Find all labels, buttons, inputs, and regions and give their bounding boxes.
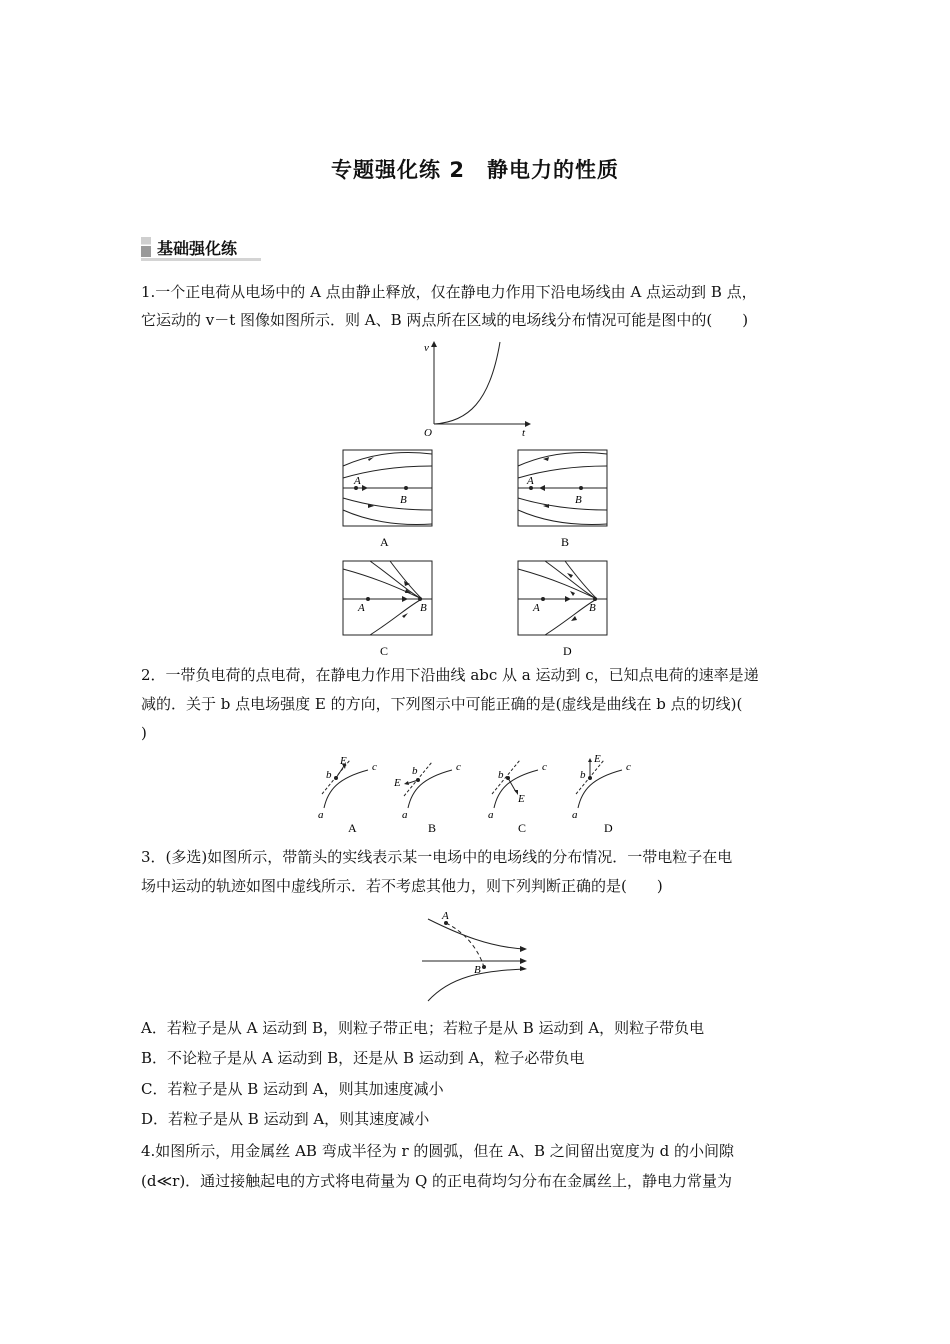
q1-vt-graph <box>418 338 538 440</box>
svg-text:A: A <box>527 475 534 487</box>
q1-option-b-label: B <box>561 535 570 549</box>
q2-figures <box>312 750 652 840</box>
q2-option-d-figure <box>572 753 631 835</box>
q2-option-a-figure <box>318 755 377 835</box>
q2-option-c-label: C <box>518 821 527 835</box>
svg-text:a: a <box>402 809 408 821</box>
svg-text:b: b <box>580 769 586 781</box>
q4-text-line1: 4.如图所示，用金属丝 AB 弯成半径为 r 的圆弧，但在 A、B 之间留出宽度为 d 的小间隙 <box>141 1142 734 1160</box>
svg-text:B: B <box>589 602 596 614</box>
q1-option-a-label: A <box>380 535 389 549</box>
q2-option-b-label: B <box>428 821 437 835</box>
svg-text:E: E <box>518 793 525 805</box>
q1-option-c-figure <box>340 559 436 661</box>
section-underline <box>141 258 261 261</box>
svg-text:b: b <box>498 769 504 781</box>
svg-text:A: A <box>533 602 540 614</box>
svg-text:E: E <box>394 777 401 789</box>
q3-text-line2: 场中运动的轨迹如图中虚线所示．若不考虑其他力，则下列判断正确的是( ) <box>141 877 663 895</box>
q1-option-a-figure <box>340 448 436 550</box>
svg-text:a: a <box>572 809 578 821</box>
q3-choice-b: B．不论粒子是从 A 运动到 B，还是从 B 运动到 A，粒子必带负电 <box>141 1049 585 1067</box>
q1-text-line2: 它运动的 v－t 图像如图所示．则 A、B 两点所在区域的电场线分布情况可能是图中的( ) <box>141 311 749 329</box>
q4-text-line2: (d≪r)．通过接触起电的方式将电荷量为 Q 的正电荷均匀分布在金属丝上，静电力常量为 <box>141 1172 733 1190</box>
page-title: 专题强化练 2 静电力的性质 <box>331 158 619 182</box>
q2-text-line3: ) <box>141 724 147 742</box>
svg-text:B: B <box>474 964 481 976</box>
q3-text-line1: 3．(多选)如图所示，带箭头的实线表示某一电场中的电场线的分布情况．一带电粒子在电 <box>141 848 733 866</box>
q1-option-c-label: C <box>380 644 389 658</box>
svg-text:b: b <box>412 765 418 777</box>
svg-text:c: c <box>456 761 461 773</box>
svg-text:c: c <box>542 761 547 773</box>
svg-text:c: c <box>626 761 631 773</box>
q2-text-line2: 减的．关于 b 点电场强度 E 的方向，下列图示中可能正确的是(虚线是曲线在 b 点的切线)( <box>141 695 743 713</box>
svg-text:E: E <box>340 755 347 767</box>
svg-text:B: B <box>420 602 427 614</box>
t-axis-label: t <box>522 427 526 439</box>
v-axis-label: v <box>424 342 429 354</box>
q1-option-d-figure <box>515 559 611 661</box>
q3-choice-a: A．若粒子是从 A 运动到 B，则粒子带正电；若粒子是从 B 运动到 A，则粒子带负电 <box>141 1019 705 1037</box>
q1-option-b-figure <box>515 448 611 550</box>
svg-text:b: b <box>326 769 332 781</box>
svg-text:A: A <box>354 475 361 487</box>
q2-option-d-label: D <box>604 821 613 835</box>
vt-curve <box>434 342 500 424</box>
svg-text:a: a <box>488 809 494 821</box>
section-marker-icon <box>141 237 151 257</box>
q2-option-a-label: A <box>348 821 357 835</box>
svg-text:A: A <box>358 602 365 614</box>
svg-text:a: a <box>318 809 324 821</box>
q2-text-line1: 2．一带负电荷的点电荷，在静电力作用下沿曲线 abc 从 a 运动到 c，已知点电荷的速率是递 <box>141 666 759 684</box>
svg-text:B: B <box>400 494 407 506</box>
origin-label: O <box>424 427 432 439</box>
q3-choice-c: C．若粒子是从 B 运动到 A，则其加速度减小 <box>141 1080 444 1098</box>
q1-text-line1: 1.一个正电荷从电场中的 A 点由静止释放，仅在静电力作用下沿电场线由 A 点运动到 B 点， <box>141 283 757 301</box>
svg-text:A: A <box>442 910 449 922</box>
svg-text:c: c <box>372 761 377 773</box>
q2-option-c-figure <box>488 760 547 835</box>
q1-option-d-label: D <box>563 644 572 658</box>
section-label: 基础强化练 <box>157 238 238 258</box>
svg-text:E: E <box>594 753 601 765</box>
section-heading <box>141 234 237 260</box>
q3-field-figure <box>420 905 540 1007</box>
svg-text:B: B <box>575 494 582 506</box>
q2-option-b-figure <box>393 761 461 835</box>
q3-choice-d: D．若粒子是从 B 运动到 A，则其速度减小 <box>141 1110 430 1128</box>
